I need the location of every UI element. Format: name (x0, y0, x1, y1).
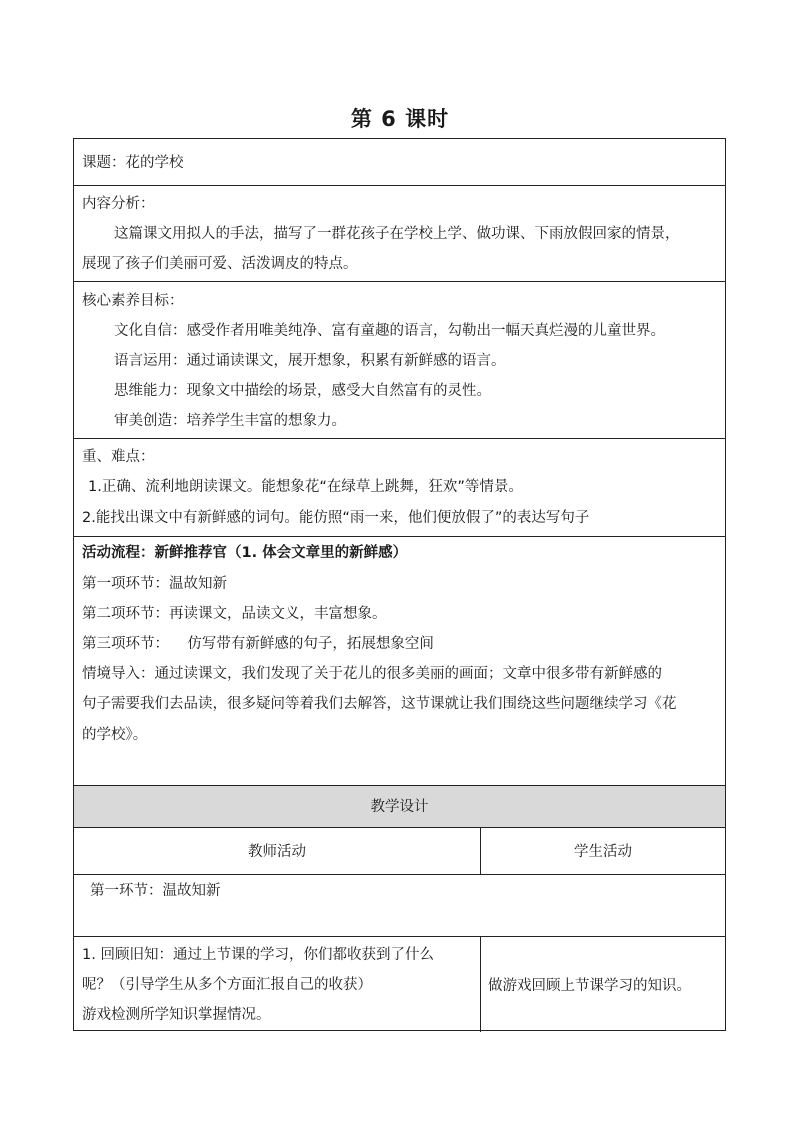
teacher-activity-line-1: 1. 回顾旧知：通过上节课的学习，你们都收获到了什么 (82, 947, 434, 963)
teacher-column-header: 教师活动 (248, 844, 306, 860)
teacher-activity-line-2: 呢？（引导学生从多个方面汇报自己的收获） (82, 977, 372, 993)
key-points-label: 重、难点： (82, 449, 155, 465)
activity-intro-line-2: 句子需要我们去品读，很多疑问等着我们去解答，这节课就让我们围绕这些问题继续学习《花 (82, 696, 677, 712)
design-header: 教学设计 (370, 799, 429, 815)
page-title: 第 6 课时 (350, 107, 450, 131)
column-divider (480, 937, 481, 1032)
core-goals-label: 核心素养目标： (82, 293, 184, 309)
lesson-plan-table (73, 138, 726, 1031)
activity-intro-line-1: 情境导入：通过读课文，我们发现了关于花儿的很多美丽的画面；文章中很多带有新鲜感的 (82, 666, 662, 682)
key-point-item: 1.正确、流利地朗读课文。能想象花“在绿草上跳舞，狂欢”等情景。 (88, 479, 523, 495)
core-goal-item: 文化自信：感受作者用唯美纯净、富有童趣的语言，勾勒出一幅天真烂漫的儿童世界。 (114, 323, 665, 339)
activity-row (74, 537, 725, 786)
activity-step: 第二项环节：再读课文，品读文义，丰富想象。 (82, 606, 387, 622)
activity-step: 第一项环节：温故知新 (82, 576, 227, 592)
key-points-row (74, 439, 725, 537)
activity-step: 第三项环节： 仿写带有新鲜感的句子，拓展想象空间 (82, 636, 434, 652)
content-analysis-row (74, 186, 725, 282)
section-1-row (74, 875, 725, 937)
topic-text: 课题：花的学校 (82, 155, 184, 171)
core-goal-item: 思维能力：现象文中描绘的场景，感受大自然富有的灵性。 (114, 383, 491, 399)
student-column-header: 学生活动 (574, 844, 632, 860)
design-header-row (74, 786, 725, 828)
key-point-item: 2.能找出课文中有新鲜感的词句。能仿照“雨一来，他们便放假了”的表达写句子 (82, 510, 590, 526)
core-goal-item: 语言运用：通过诵读课文，展开想象，积累有新鲜感的语言。 (114, 353, 506, 369)
content-analysis-label: 内容分析： (82, 196, 155, 212)
student-activity-text: 做游戏回顾上节课学习的知识。 (488, 978, 691, 994)
teacher-activity-line-3: 游戏检测所学知识掌握情况。 (82, 1007, 271, 1023)
design-columns-row (74, 828, 725, 875)
activity-label: 活动流程：新鲜推荐官（1. 体会文章里的新鲜感） (82, 545, 408, 561)
content-analysis-line-1: 这篇课文用拟人的手法，描写了一群花孩子在学校上学、做功课、下雨放假回家的情景， (114, 226, 680, 242)
topic-row (74, 139, 725, 186)
section-1-title: 第一环节：温故知新 (90, 883, 221, 899)
core-goals-row (74, 282, 725, 439)
activity-intro-line-3: 的学校》。 (82, 727, 148, 743)
review-row (74, 937, 725, 1032)
core-goal-item: 审美创造：培养学生丰富的想象力。 (114, 413, 346, 429)
content-analysis-line-2: 展现了孩子们美丽可爱、活泼调皮的特点。 (82, 256, 358, 272)
